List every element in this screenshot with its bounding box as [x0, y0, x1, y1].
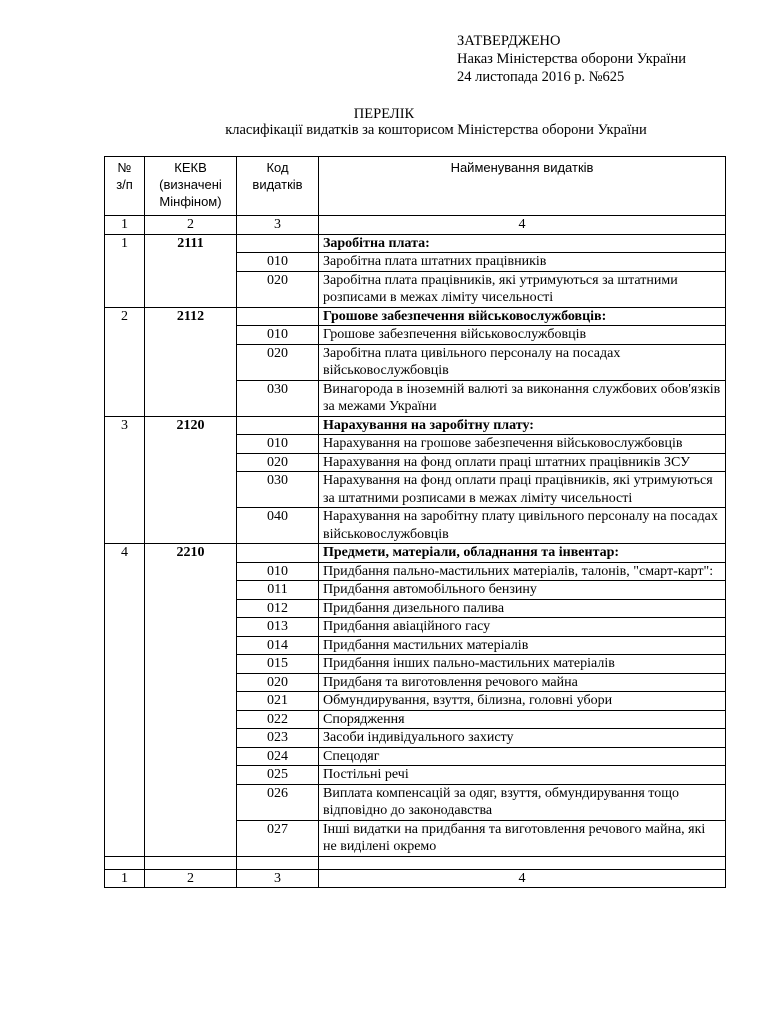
expense-code: 020: [237, 453, 319, 472]
expense-name: Нарахування на грошове забезпечення військовослужбовців: [319, 435, 726, 454]
expense-name: Придбаня та виготовлення речового майна: [319, 673, 726, 692]
expense-code: 040: [237, 508, 319, 544]
expense-code: 030: [237, 472, 319, 508]
expense-code: 020: [237, 344, 319, 380]
expense-code: 026: [237, 784, 319, 820]
header-code-line2: видатків: [252, 177, 303, 192]
header-kekv-line2: (визначені: [159, 177, 222, 192]
group-code-empty: [237, 416, 319, 435]
spacer-cell: [319, 856, 726, 869]
expense-name: Придбання авіаційного гасу: [319, 618, 726, 637]
group-code-empty: [237, 544, 319, 563]
expense-name: Нарахування на фонд оплати праці працівників, які утримуються за штатними розписами в межах ліміту чисельності: [319, 472, 726, 508]
expense-name: Придбання мастильних матеріалів: [319, 636, 726, 655]
approval-block: [457, 32, 686, 86]
header-name: Найменування видатків: [319, 157, 726, 216]
document-title: ПЕРЕЛІК: [353, 106, 415, 122]
group-code-empty: [237, 234, 319, 253]
group-name: Грошове забезпечення військовослужбовців:: [319, 307, 726, 326]
expense-name: Грошове забезпечення військовослужбовців: [319, 326, 726, 345]
spacer-cell: [237, 856, 319, 869]
group-number: 2: [105, 307, 145, 416]
spacer-cell: [145, 856, 237, 869]
expense-name: Винагорода в іноземній валюті за виконання службових обов'язків за межами України: [319, 380, 726, 416]
expense-code: 012: [237, 599, 319, 618]
expense-code: 021: [237, 692, 319, 711]
table-spacer-row: [105, 856, 726, 869]
expense-name: Заробітна плата штатних працівників: [319, 253, 726, 272]
expense-code: 015: [237, 655, 319, 674]
expense-name: Нарахування на заробітну плату цивільного персоналу на посадах військовослужбовців: [319, 508, 726, 544]
expense-name: Засоби індивідуального захисту: [319, 729, 726, 748]
expense-code: 010: [237, 326, 319, 345]
table-body: [105, 216, 726, 888]
expense-name: Придбання дизельного палива: [319, 599, 726, 618]
expense-name: Обмундирування, взуття, білизна, головні убори: [319, 692, 726, 711]
column-number-cell: 2: [145, 216, 237, 235]
spacer-cell: [105, 856, 145, 869]
expense-code: 010: [237, 435, 319, 454]
expense-name: Інші видатки на придбання та виготовлення речового майна, які не виділені окремо: [319, 820, 726, 856]
expense-code: 025: [237, 766, 319, 785]
column-number-cell: 4: [319, 869, 726, 888]
expense-name: Постільні речі: [319, 766, 726, 785]
column-number-cell: 4: [319, 216, 726, 235]
expense-code: 024: [237, 747, 319, 766]
group-name: Предмети, матеріали, обладнання та інвентар:: [319, 544, 726, 563]
group-kekv-code: 2112: [145, 307, 237, 416]
expense-code: 014: [237, 636, 319, 655]
group-row: [105, 307, 726, 326]
expense-name: Спорядження: [319, 710, 726, 729]
expense-name: Заробітна плата працівників, які утримуються за штатними розписами в межах ліміту чисельності: [319, 271, 726, 307]
approval-date: 24 листопада 2016 р. №625: [457, 69, 625, 85]
column-number-cell: 1: [105, 216, 145, 235]
expense-code: 020: [237, 271, 319, 307]
expense-code: 022: [237, 710, 319, 729]
group-code-empty: [237, 307, 319, 326]
header-num-line2: з/п: [116, 177, 133, 192]
expense-name: Виплата компенсацій за одяг, взуття, обмундирування тощо відповідно до законодавства: [319, 784, 726, 820]
approval-title: ЗАТВЕРДЖЕНО: [457, 33, 561, 49]
expense-code: 020: [237, 673, 319, 692]
expense-code: 011: [237, 581, 319, 600]
group-number: 3: [105, 416, 145, 544]
header-kekv-line3: Мінфіном): [159, 194, 222, 209]
expense-code: 013: [237, 618, 319, 637]
header-num-line1: №: [117, 160, 132, 175]
table-header-row: [105, 157, 726, 216]
header-code-line1: Код: [266, 160, 289, 175]
group-kekv-code: 2120: [145, 416, 237, 544]
header-kekv: [145, 157, 237, 216]
expense-code: 010: [237, 562, 319, 581]
expense-code: 027: [237, 820, 319, 856]
column-numbers-row: [105, 869, 726, 888]
column-number-cell: 2: [145, 869, 237, 888]
expense-name: Придбання автомобільного бензину: [319, 581, 726, 600]
expense-name: Придбання інших пально-мастильних матеріалів: [319, 655, 726, 674]
group-row: [105, 234, 726, 253]
column-number-cell: 1: [105, 869, 145, 888]
header-num: [105, 157, 145, 216]
group-name: Заробітна плата:: [319, 234, 726, 253]
document-subtitle: класифікації видатків за кошторисом Міністерства оборони України: [225, 122, 647, 138]
approval-order: Наказ Міністерства оборони України: [457, 51, 686, 67]
expense-classification-table: [104, 156, 726, 888]
group-name: Нарахування на заробітну плату:: [319, 416, 726, 435]
expense-name: Заробітна плата цивільного персоналу на посадах військовослужбовців: [319, 344, 726, 380]
column-number-cell: 3: [237, 869, 319, 888]
header-code: [237, 157, 319, 216]
group-kekv-code: 2210: [145, 544, 237, 857]
expense-name: Нарахування на фонд оплати праці штатних працівників ЗСУ: [319, 453, 726, 472]
group-number: 4: [105, 544, 145, 857]
group-row: [105, 416, 726, 435]
expense-name: Спецодяг: [319, 747, 726, 766]
group-row: [105, 544, 726, 563]
column-number-cell: 3: [237, 216, 319, 235]
header-kekv-line1: КЕКВ: [174, 160, 207, 175]
expense-code: 030: [237, 380, 319, 416]
expense-code: 023: [237, 729, 319, 748]
expense-name: Придбання пально-мастильних матеріалів, талонів, "смарт-карт":: [319, 562, 726, 581]
group-kekv-code: 2111: [145, 234, 237, 307]
column-numbers-row: [105, 216, 726, 235]
expense-code: 010: [237, 253, 319, 272]
group-number: 1: [105, 234, 145, 307]
